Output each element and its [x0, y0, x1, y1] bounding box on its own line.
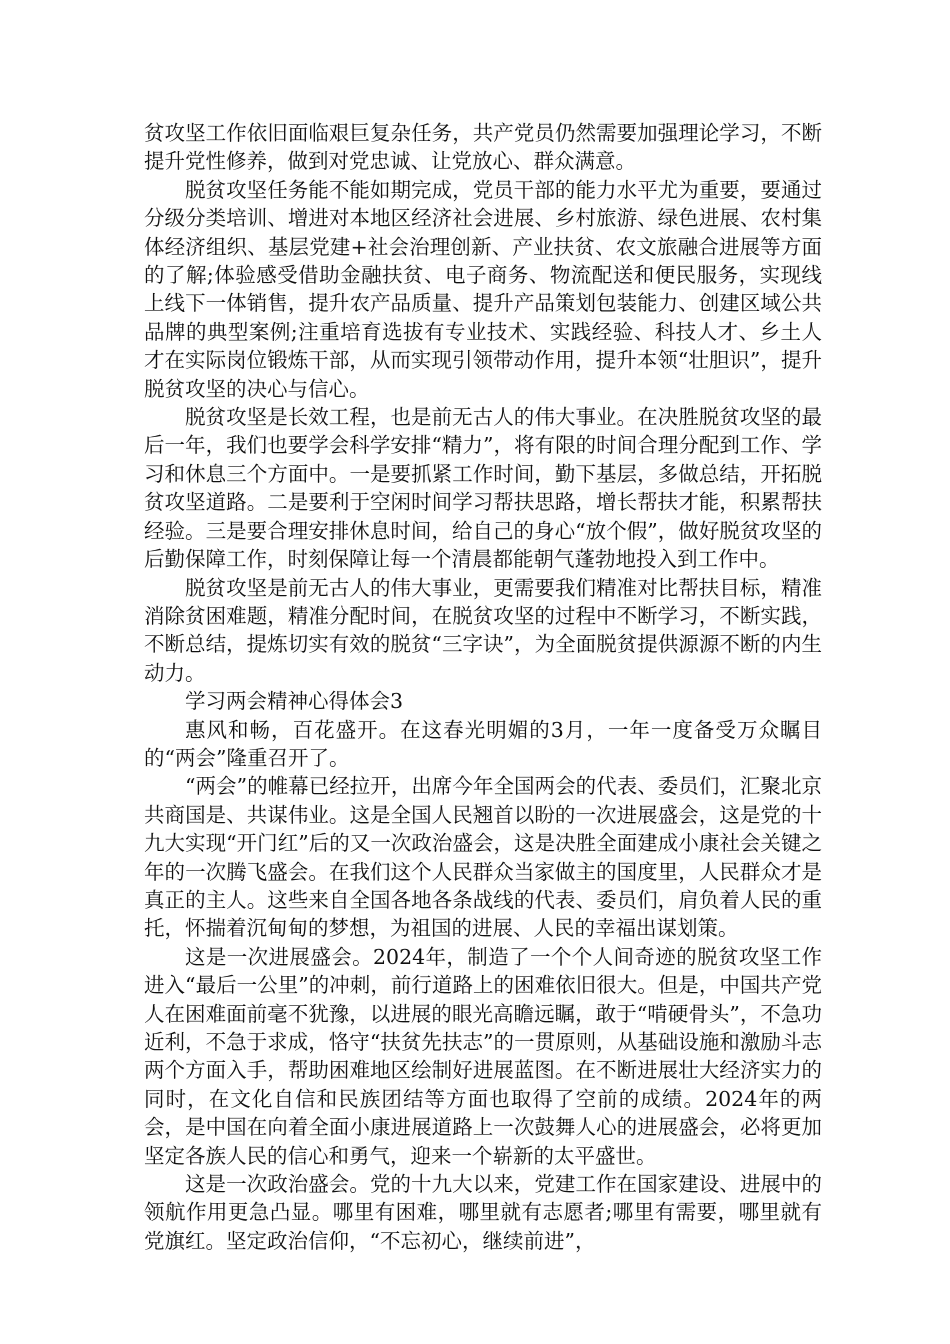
- paragraph-development: 这是一次进展盛会。2024年，制造了一个个人间奇迹的脱贫攻坚工作进入“最后一公里”的冲刺，前行道路上的困难依旧很大。但是，中国共产党人在困难面前毫不犹豫，以进展的眼光高瞻远瞩，敢于“啃硬骨头”，不急功近利，不急于求成，恪守“扶贫先扶志”的一贯原则，从基础设施和激励斗志两个方面入手，帮助困难地区绘制好进展蓝图。在不断进展壮大经济实力的同时，在文化自信和民族团结等方面也取得了空前的成绩。2024年的两会，是中国在向着全面小康进展道路上一次鼓舞人心的进展盛会，必将更加坚定各族人民的信心和勇气，迎来一个崭新的太平盛世。: [144, 944, 822, 1168]
- paragraph-intro: 惠风和畅，百花盛开。在这春光明媚的3月，一年一度备受万众瞩目的“两会”隆重召开了。: [144, 717, 822, 770]
- paragraph-capacity: 脱贫攻坚任务能不能如期完成，党员干部的能力水平尤为重要，要通过分级分类培训、增进对本地区经济社会进展、乡村旅游、绿色进展、农村集体经济组织、基层党建+社会治理创新、产业扶贫、农文旅融合进展等方面的了解;体验感受借助金融扶贫、电子商务、物流配送和便民服务，实现线上线下一体销售，提升农产品质量、提升产品策划包装能力、创建区域公共品牌的典型案例;注重培育选拔有专业技术、实践经验、科技人才、乡土人才在实际岗位锻炼干部，从而实现引领带动作用，提升本领“壮胆识”，提升脱贫攻坚的决心与信心。: [144, 177, 822, 401]
- paragraph-continued: 贫攻坚工作依旧面临艰巨复杂任务，共产党员仍然需要加强理论学习，不断提升党性修养，做到对党忠诚、让党放心、群众满意。: [144, 121, 822, 174]
- paragraph-conclusion: 脱贫攻坚是前无古人的伟大事业，更需要我们精准对比帮扶目标，精准消除贫困难题，精准分配时间，在脱贫攻坚的过程中不断学习，不断实践，不断总结，提炼切实有效的脱贫“三字诀”，为全面脱贫提供源源不断的内生动力。: [144, 575, 822, 685]
- section-heading: 学习两会精神心得体会3: [185, 689, 404, 714]
- paragraph-time-management: 脱贫攻坚是长效工程，也是前无古人的伟大事业。在决胜脱贫攻坚的最后一年，我们也要学会科学安排“精力”，将有限的时间合理分配到工作、学习和休息三个方面中。一是要抓紧工作时间，勤下基层，多做总结，开拓脱贫攻坚道路。二是要利于空闲时间学习帮扶思路，增长帮扶才能，积累帮扶经验。三是要合理安排休息时间，给自己的身心“放个假”，做好脱贫攻坚的后勤保障工作，时刻保障让每一个清晨都能朝气蓬勃地投入到工作中。: [144, 405, 822, 572]
- paragraph-two-sessions: “两会”的帷幕已经拉开，出席今年全国两会的代表、委员们，汇聚北京共商国是、共谋伟业。这是全国人民翘首以盼的一次进展盛会，这是党的十九大实现“开门红”后的又一次政治盛会，这是决胜全面建成小康社会关键之年的一次腾飞盛会。在我们这个人民群众当家做主的国度里，人民群众才是真正的主人。这些来自全国各地各条战线的代表、委员们，肩负着人民的重托，怀揣着沉甸甸的梦想，为祖国的进展、人民的幸福出谋划策。: [144, 774, 822, 941]
- paragraph-political: 这是一次政治盛会。党的十九大以来，党建工作在国家建设、进展中的领航作用更急凸显。哪里有困难，哪里就有志愿者;哪里有需要，哪里就有党旗红。坚定政治信仰，“不忘初心，继续前进”，: [144, 1172, 822, 1253]
- document-body: [144, 119, 822, 1255]
